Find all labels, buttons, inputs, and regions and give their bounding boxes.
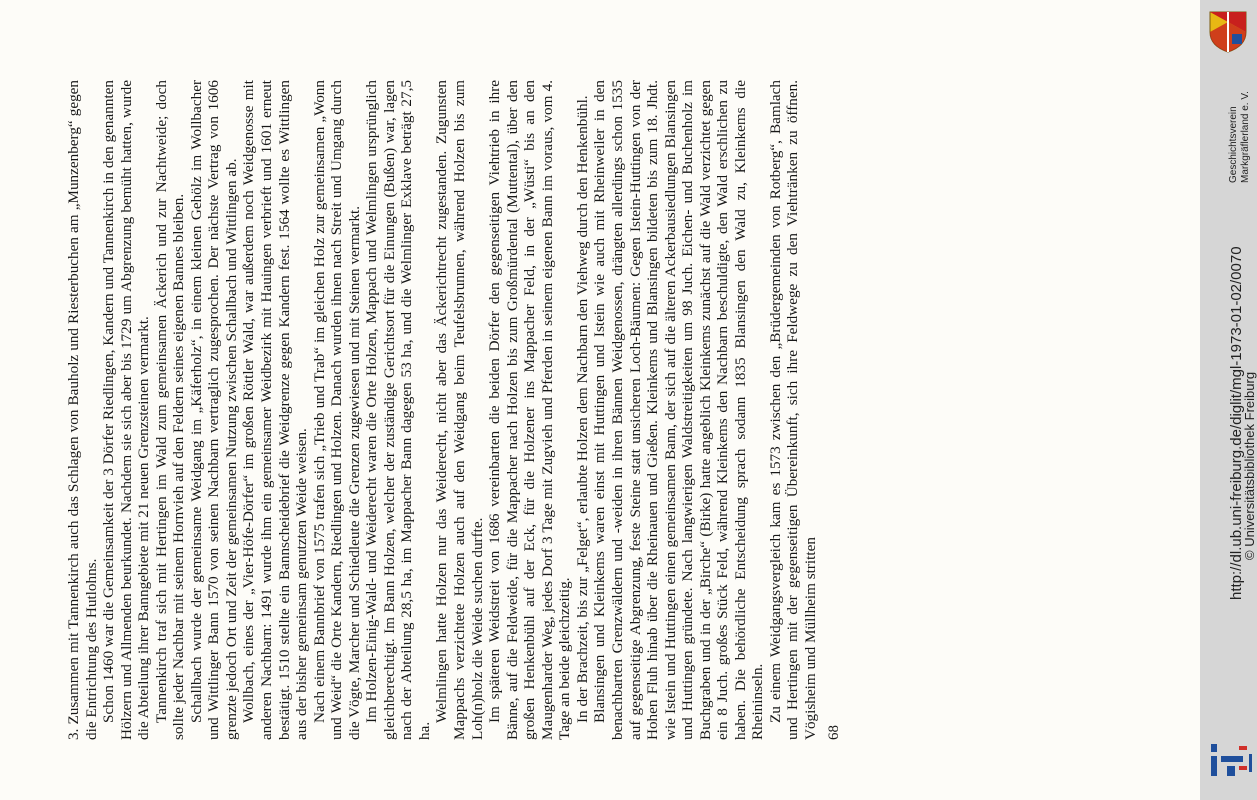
- paragraph: Welmlingen hatte Holzen nur das Weiderecht, nicht aber das Äckerichtrecht zugestanden. Zugunsten Mappachs verzichtete Holzen auch auf den Weidgang beim Teufelsbrunnen, während Holzen bis zum Loh(n)holz die Weide suchen durfte.: [433, 80, 486, 740]
- paragraph: Nach einem Bannbrief von 1575 trafen sich „Trieb und Trab“ im gleichen Holz zur gemeinsamen „Wonn und Weid“ die Orte Kandern, Riedlingen und Holzen. Danach wurden ihnen nach Streit und Umgang durch die Vögte, Marcher und Schiedleute die Grenzen zugewiesen und mit Steinen vermarkt.: [310, 80, 363, 740]
- paragraph: Im Holzen-Einig-Wald- und Weiderecht waren die Orte Holzen, Mappach und Welmlingen ursprünglich gleichberechtigt. Im Bann Holzen, welcher der zuständige Gerichtsort für die Einungen (Bußen) war, lagen nach der Abteilung 28,5 ha, im Mappacher Bann dagegen 53 ha, und die Welmlinger Exklave beträgt 27,5 ha.: [363, 80, 433, 740]
- paragraph: Blansingen und Kleinkems waren einst mit Huttingen und Istein wie auch mit Rheinweiler in den benachbarten Grenzwäldern und -weiden in ihren Bännen Weidgenossen, drängten allerdings schon 1535 auf gegenseitige Abgrenzung, feste Steine statt unsicheren Loch-Bäumen: Gegen Istein-Huttingen von der Hohen Fluh hinab über die Rheinauen und Gießen. Kleinkems und Blansingen bildeten bis zum 18. Jhdt. wie Istein und Huttingen einen gemeinsamen Bann, der sich auf die älteren Ackerbausiedlungen Blansingen und Huttingen gründete. Nach langwierigen Waldstreitigkeiten um 98 Juch. Eichen- und Buchenholz im Buchgraben und in der „Birche“ (Birke) hatte angeblich Kleinkems zunächst auf die Wald verzichtet gegen ein 8 Juch. großes Stück Feld, während Kleinkems den Nachbarn beschuldigte, den Wald erschlichen zu haben. Die behördliche Entscheidung sprach sodann 1835 Blansingen den Wald zu, Kleinkems die Rheininseln.: [591, 80, 767, 740]
- page-number: 68: [825, 725, 842, 740]
- rotated-page: [65, 80, 1185, 740]
- ub-freiburg-logo-icon: [1209, 740, 1253, 780]
- paragraph: Im späteren Weidstreit von 1686 vereinbarten die beiden Dörfer den gegenseitigen Viehtrieb in ihre Bänne, auf die Feldweide, für die Mappacher nach Holzen bis zum Großmürdental (Muttental), über den großen Henkenbühl auf der Eck, für die Holzener ins Mappacher Feld, in der „Wüsti“ bis an den Maugenharder Weg, jedes Dorf 3 Tage mit Zugvieh und Pferden in seinem eigenen Bann im voraus, vom 4. Tage an beide gleichzeitig.: [486, 80, 574, 740]
- document-url[interactable]: http://dl.ub.uni-freiburg.de/diglit/mgl-1973-01-02/0070: [1228, 246, 1245, 600]
- paragraph: Tannenkirch traf sich mit Hertingen im Wald zum gemeinsamen Äckerich und zur Nachtweide; doch sollte jeder Nachbar mit seinem Hornvieh auf den Feldern seines eigenen Bannes bleiben.: [152, 80, 188, 740]
- paragraph: In der Brachzeit, bis zur „Felget“, erlaubte Holzen dem Nachbarn den Viehweg durch den Henkenbühl.: [573, 95, 591, 723]
- page-text-block: [65, 80, 1185, 740]
- coat-of-arms-icon: [1204, 6, 1252, 54]
- copyright-notice: © Universitätsbibliothek Freiburg: [1242, 371, 1257, 560]
- association-name-line2: Markgräflerland e. V.: [1240, 91, 1251, 183]
- association-name-line1: Geschichtsverein: [1228, 106, 1239, 183]
- paragraph: Zu einem Weidgangsvergleich kam es 1573 zwischen den „Brüdergemeinden von Rotberg“, Bamlach und Hertingen mit der gegenseitigen Übereinkunft, sich ihre Feldwege zu den Viehtränken zu öffnen. Vögisheim und Müllheim stritten: [766, 80, 819, 740]
- paragraph: Schallbach wurde der gemeinsame Weidgang im „Käferholz“, in einem kleinen Gehölz im Wollbacher und Wittlinger Bann 1570 von seinen Nachbarn vertraglich zugesprochen. Der nächste Vertrag von 1606 grenzte jedoch Ort und Zeit der gemeinsamen Nutzung zwischen Schallbach und Wittlingen ab.: [187, 80, 240, 740]
- paragraph: Schon 1460 war die Gemeinsamkeit der 3 Dörfer Riedlingen, Kandern und Tannenkirch in den genannten Hölzern und Allmenden beurkundet. Nachdem sie sich aber bis 1729 um Abgrenzung bemüht hatten, wurde die Abteilung ihrer Banngebiete mit 21 neuen Grenzsteinen vermarkt.: [100, 80, 153, 740]
- paragraph: Wollbach, eines der „Vier-Höfe-Dörfer“ im großen Röttler Wald, war außerdem noch Weidgenosse mit anderen Nachbarn: 1491 wurde ihm ein gemeinsamer Weidbezirk mit Hauingen verbrieft und 1601 erneut bestätigt. 1510 stellte ein Bannscheidebrief die Weidgrenze gegen Kandern fest. 1564 wollte es Wittlingen aus der bisher gemeinsam genutzten Weide weisen.: [240, 80, 311, 740]
- paragraph: 3. Zusammen mit Tannenkirch auch das Schlagen von Bauholz und Riesterbuchen am „Munzenberg“ gegen die Entrichtung des Hutlohns.: [65, 80, 100, 740]
